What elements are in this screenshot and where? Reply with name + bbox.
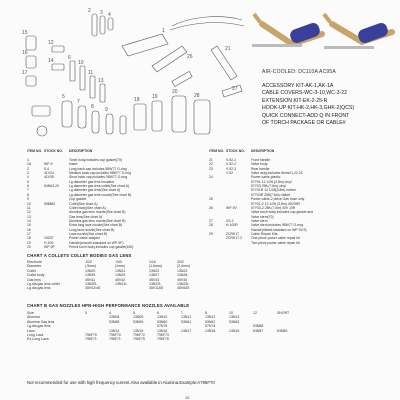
table-cell: 796F70 <box>109 333 121 337</box>
table-cell: 57N75 <box>157 324 168 329</box>
table-cell: 53N88 <box>253 324 264 329</box>
part-stock-no: ZCRK17 <box>226 231 240 236</box>
part-description: 57Y01 12 1/2ft.(3.8m) vinyl <box>251 179 292 184</box>
table-cell: Collet <box>27 268 36 273</box>
part-stock-no: 9-4 <box>44 166 49 171</box>
part-description: Handle(ribbed,standard on WP-9V,9) <box>251 227 307 232</box>
svg-text:9: 9 <box>105 107 108 113</box>
part-stock-no: 41V24 <box>44 171 54 176</box>
part-description: Valve stem <box>251 218 268 223</box>
part-description: One-piece power cable repair kit <box>251 236 300 241</box>
table-cell: 13N19 <box>229 328 240 333</box>
table-cell: 45V64S <box>177 286 190 291</box>
part-item-no: 19 <box>27 240 31 245</box>
parts-header-desc: DESCRIPTION <box>69 149 93 153</box>
part-stock-no: ZCRK17-2 <box>226 236 243 241</box>
footnote: Not recommended for use with high frequency current.Also available in Alumina.Example:A796F70 <box>27 380 215 385</box>
table-cell: 53N89 <box>277 328 288 333</box>
part-description: Power cable-plastic <box>251 175 281 180</box>
table-cell: 13N21 <box>115 268 126 273</box>
table-cell: 45V43 <box>149 277 160 282</box>
part-description: Pencil torch body,includes cup gasket(160) <box>69 245 134 249</box>
table-cell: 45V42 <box>115 277 126 282</box>
part-item-no: 10 <box>27 201 31 206</box>
table-cell: 53N63 <box>229 319 240 324</box>
part-stock-no: WP-9V <box>226 205 237 210</box>
table-cell: 13N16 <box>157 328 168 333</box>
part-description: Cup gasket <box>69 197 87 202</box>
table-cell: 796F75 <box>133 337 145 342</box>
part-stock-no: H-100R <box>226 223 238 228</box>
table-cell: 13N18 <box>205 328 216 333</box>
part-description: Front handle <box>251 158 271 162</box>
parts-header-stock: STOCK NO. <box>44 149 63 153</box>
svg-text:21: 21 <box>225 46 231 52</box>
svg-text:6: 6 <box>68 55 71 61</box>
kit-line: OF TORCH PACKAGE OR CABLE# <box>262 120 346 127</box>
table-cell: 57N74 <box>205 324 216 329</box>
table-cell: 796F73 <box>157 333 169 337</box>
part-description: Valve torch body,includes cup gasket and <box>251 210 314 215</box>
table-cell: Lava <box>27 328 35 333</box>
part-item-no: 28 <box>209 223 213 228</box>
part-stock-no: V-92-2 <box>226 162 236 167</box>
chart-b-title: CHART B GAS NOZZLES HPN-HIGH PERFORMANCE NOZZLES AVAILABLE <box>27 303 190 308</box>
part-item-no: 1A <box>27 162 32 167</box>
table-header-cell: 4 <box>109 311 111 315</box>
table-cell: 45V02/4S <box>85 286 101 291</box>
table-header-cell: .040 <box>115 260 122 264</box>
part-stock-no: 598882 <box>44 201 56 206</box>
table-header-cell: 10 <box>229 311 233 315</box>
kit-line: EXTENSION KIT-EK-2-25-R <box>262 97 328 104</box>
table-cell: 796F72 <box>133 333 145 337</box>
parts-header-item: ITEM NO. <box>209 149 225 153</box>
svg-text:4: 4 <box>108 12 111 18</box>
table-cell: Gas lens <box>27 277 41 282</box>
table-cell: 53N87 <box>253 328 264 333</box>
part-description: Two-piece power cable repair kit <box>251 240 300 245</box>
table-cell: 53N58 <box>109 319 120 324</box>
kit-line: ACCESSORY KIT-AK-1,AK-1A <box>262 83 334 89</box>
part-item-no: 16 <box>27 227 31 232</box>
part-description: 57Y01-2 12 1/2ft.(3.8m) 45V09R <box>251 201 301 206</box>
svg-text:12: 12 <box>48 40 54 46</box>
part-description: Gas lens(See chart A) <box>69 214 103 219</box>
table-cell: Lg.dia.gas lens <box>27 324 51 329</box>
table-cell: Collet body <box>27 273 45 278</box>
part-description: Lava nozzle(See chart B) <box>69 231 108 236</box>
table-header-cell: 3/32 <box>177 260 184 264</box>
table-cell: 796F76 <box>157 337 169 342</box>
svg-text:11: 11 <box>88 70 94 76</box>
part-item-no: 6 <box>27 184 29 189</box>
part-item-no: 1 <box>27 158 29 162</box>
table-header-cell: .020 <box>85 260 92 264</box>
svg-text:27: 27 <box>232 86 238 92</box>
table-cell: 13N27 <box>149 273 160 278</box>
part-description: 57Y01R 12 1/2ft(3.8m) rubber <box>251 188 297 193</box>
table-cell: Alumina <box>27 315 40 320</box>
part-description: Lg.diameter gas lens nozzle(See chart B) <box>69 192 132 197</box>
table-cell: 13N26 <box>115 273 126 278</box>
parts-header-stock: STOCK NO. <box>226 149 245 153</box>
part-description: Long lava nozzle(See chart B) <box>69 227 115 232</box>
table-cell: (.5mm) <box>85 264 97 269</box>
kit-line: CABLE COVERS-WC-3-10,WC-3-22 <box>262 90 348 97</box>
table-cell: 13N09 <box>133 315 144 320</box>
part-description: Lg.diameter gas lens(See chart A) <box>69 188 121 193</box>
part-description: Valve body <box>251 162 268 167</box>
part-stock-no: V-92 <box>226 171 233 176</box>
part-item-no: 3 <box>27 171 29 176</box>
table-cell: 53N62 <box>205 319 216 324</box>
table-cell: 796F70 <box>85 333 97 337</box>
table-cell: 13N23L <box>177 282 190 286</box>
table-cell: (1.6mm) <box>149 264 163 269</box>
part-stock-no: H-100 <box>44 240 54 245</box>
svg-text:1: 1 <box>162 28 165 34</box>
part-item-no: 23 <box>209 166 213 171</box>
part-description: 57Y03-2 25ft.(7.6m) 40V 10R <box>251 205 296 210</box>
part-description: Short back cap,includes 98W77 O-ring <box>69 175 128 180</box>
part-description: Alumina gas lens nozzle(See chart B) <box>69 218 126 223</box>
kit-line: QUICK CONNECT-ADD Q IN FRONT <box>262 112 350 119</box>
table-cell: 45V116S <box>149 286 164 291</box>
part-item-no: 14 <box>27 218 31 223</box>
kits-list <box>262 83 398 127</box>
part-description: Power cable adapter <box>69 236 101 241</box>
svg-text:19: 19 <box>152 94 158 100</box>
part-item-no: 7 <box>27 188 29 193</box>
table-header-cell: 8 <box>205 311 207 315</box>
table-cell: 13N28 <box>177 273 188 278</box>
table-cell: 13N21L <box>115 282 128 286</box>
table-cell: 796F71 <box>109 337 121 342</box>
svg-text:18: 18 <box>134 97 140 103</box>
table-cell: 53N61 <box>181 319 192 324</box>
part-description: 57Y03 25ft.(7.6m) vinyl <box>251 184 286 189</box>
svg-text:14: 14 <box>48 58 54 64</box>
table-cell: 13N08 <box>109 315 120 320</box>
svg-text:28: 28 <box>194 93 200 99</box>
part-item-no: 8 <box>27 192 29 197</box>
svg-text:26: 26 <box>187 54 193 60</box>
part-item-no: 25 <box>209 197 213 202</box>
svg-text:15: 15 <box>22 30 28 36</box>
table-cell: 13N10 <box>157 315 168 320</box>
svg-text:16: 16 <box>22 50 28 56</box>
part-stock-no: V-92-3 <box>226 166 236 171</box>
part-description: Power cable-2 piece Gas hose only <box>251 197 305 202</box>
part-description: Cable Repair Kits <box>251 231 278 236</box>
table-cell: 45V44 <box>177 277 188 282</box>
part-item-no: 26 <box>209 205 213 210</box>
svg-text:2: 2 <box>88 8 91 14</box>
part-description: Lg.diameter gas lens insulator <box>69 179 115 184</box>
table-cell: 13N25 <box>85 273 96 278</box>
part-description: Valve stem,includes 98W77 O-ring <box>251 223 303 228</box>
table-cell: 13N22L <box>149 282 162 286</box>
page-number: 15 <box>185 395 190 400</box>
table-header-cell: 12 <box>253 311 257 315</box>
table-cell: 13N17 <box>181 328 192 333</box>
part-description: Lg.diameter gas lens collet(See chart A) <box>69 184 130 189</box>
part-item-no: 21 <box>209 158 213 162</box>
part-stock-no: 54N63-20 <box>44 184 59 189</box>
chart-a-title: CHART A COLLETS COLLET BODIES GAS LENS <box>27 253 132 258</box>
table-cell: Lg.dia.gas lens collet <box>27 282 60 286</box>
part-item-no: 24 <box>209 175 213 180</box>
part-description: Valve stem(70) <box>251 214 274 219</box>
part-description: Insert <box>69 162 78 167</box>
part-stock-no: WP-9P <box>44 245 55 249</box>
exploded-parts-diagram <box>22 6 248 146</box>
part-item-no: 9 <box>27 197 29 202</box>
svg-text:20: 20 <box>172 89 178 95</box>
parts-header-item: ITEM NO. <box>27 149 43 153</box>
svg-text:5: 5 <box>62 94 65 100</box>
part-item-no: 18 <box>27 236 31 241</box>
table-cell: 13N20L <box>85 282 98 286</box>
part-stock-no: 15Z57 <box>44 236 54 241</box>
table-header-cell: Size <box>27 311 34 315</box>
table-cell: 13N20 <box>85 268 96 273</box>
svg-text:3: 3 <box>100 10 103 16</box>
part-description: Medium back cap,includes 98W77 O-ring <box>69 171 132 176</box>
part-item-no: 13 <box>27 214 31 219</box>
part-item-no: 29 <box>209 231 213 236</box>
table-cell: Lg.dia.gas lens <box>27 286 51 291</box>
photo-caption: AIR-COOLED: DC110A AC95A <box>262 69 336 75</box>
table-cell: (1mm) <box>115 264 126 269</box>
part-item-no: 15 <box>27 223 31 228</box>
part-description: Alumina gas lens nozzle(See chart B) <box>69 210 126 215</box>
table-header-cell: Electrode <box>27 260 42 264</box>
table-header-cell: 1/16 <box>149 260 156 264</box>
part-item-no: 4 <box>27 175 29 180</box>
part-item-no: 20 <box>27 245 31 249</box>
table-header-cell: 7 <box>181 311 183 315</box>
part-description: Collet(See chart A) <box>69 201 98 206</box>
svg-text:8: 8 <box>91 104 94 110</box>
kit-line: HOOK-UP KIT-HK-2,HK-3,GHK-2(QCS) <box>262 105 355 112</box>
table-cell: Diameter <box>27 264 42 269</box>
table-cell: (2.4mm) <box>177 264 191 269</box>
table-cell: Long Lava <box>27 333 44 337</box>
part-description: Extra long lava nozzle(See chart B) <box>69 223 123 228</box>
table-header-cell: SHORT <box>277 311 290 315</box>
part-stock-no: WP-9 <box>44 162 53 167</box>
svg-text:17: 17 <box>22 70 28 76</box>
part-description: Collet body(See chart A) <box>69 205 106 210</box>
parts-header-desc: DESCRIPTION <box>251 149 275 153</box>
part-stock-no: V-92-1 <box>226 158 236 162</box>
part-item-no: 11 <box>27 205 31 210</box>
part-item-no: 17 <box>27 231 31 236</box>
table-cell: 13N12 <box>205 315 216 320</box>
part-item-no: 5 <box>27 179 29 184</box>
table-cell: 13N22 <box>149 268 160 273</box>
part-description: Rear handle <box>251 166 270 171</box>
table-header-cell: 3 <box>85 311 87 315</box>
part-item-no: 2 <box>27 166 29 171</box>
part-description: Handle(smooth,standard on WP-9F) <box>69 240 124 245</box>
table-cell: Ex-Long Lava <box>27 337 49 342</box>
table-header-cell: 6 <box>157 311 159 315</box>
table-header-cell: 5 <box>133 311 135 315</box>
table-cell: 13N11 <box>181 315 192 320</box>
table-cell: 13N13 <box>229 315 240 320</box>
table-cell: 13N14 <box>109 328 120 333</box>
part-item-no: 22 <box>209 162 213 167</box>
table-cell: 45V41 <box>85 277 96 282</box>
part-description: Long back cap,includes 98W77 O-ring <box>69 166 127 171</box>
table-cell: 13N23 <box>177 268 188 273</box>
part-stock-no: VS-2 <box>226 218 234 223</box>
svg-text:13: 13 <box>98 78 104 84</box>
part-description: 57Y03R 25ft(7.6m) rubber <box>251 192 291 197</box>
part-stock-no: 41V35 <box>44 175 54 180</box>
table-cell: 53N60 <box>157 319 168 324</box>
table-cell: 13N15 <box>133 328 144 333</box>
part-description: Torch body,includes cup gasket(70) <box>69 158 123 162</box>
table-cell: 796F71 <box>85 337 97 342</box>
part-description: Valve assy,includes items21,22,23 <box>251 171 303 176</box>
svg-text:10: 10 <box>78 60 84 66</box>
part-item-no: 12 <box>27 210 31 215</box>
table-cell: Alumina Gas lens <box>27 319 55 324</box>
part-item-no: 27 <box>209 218 213 223</box>
table-cell: 53N59 <box>133 319 144 324</box>
svg-text:7: 7 <box>77 99 80 105</box>
